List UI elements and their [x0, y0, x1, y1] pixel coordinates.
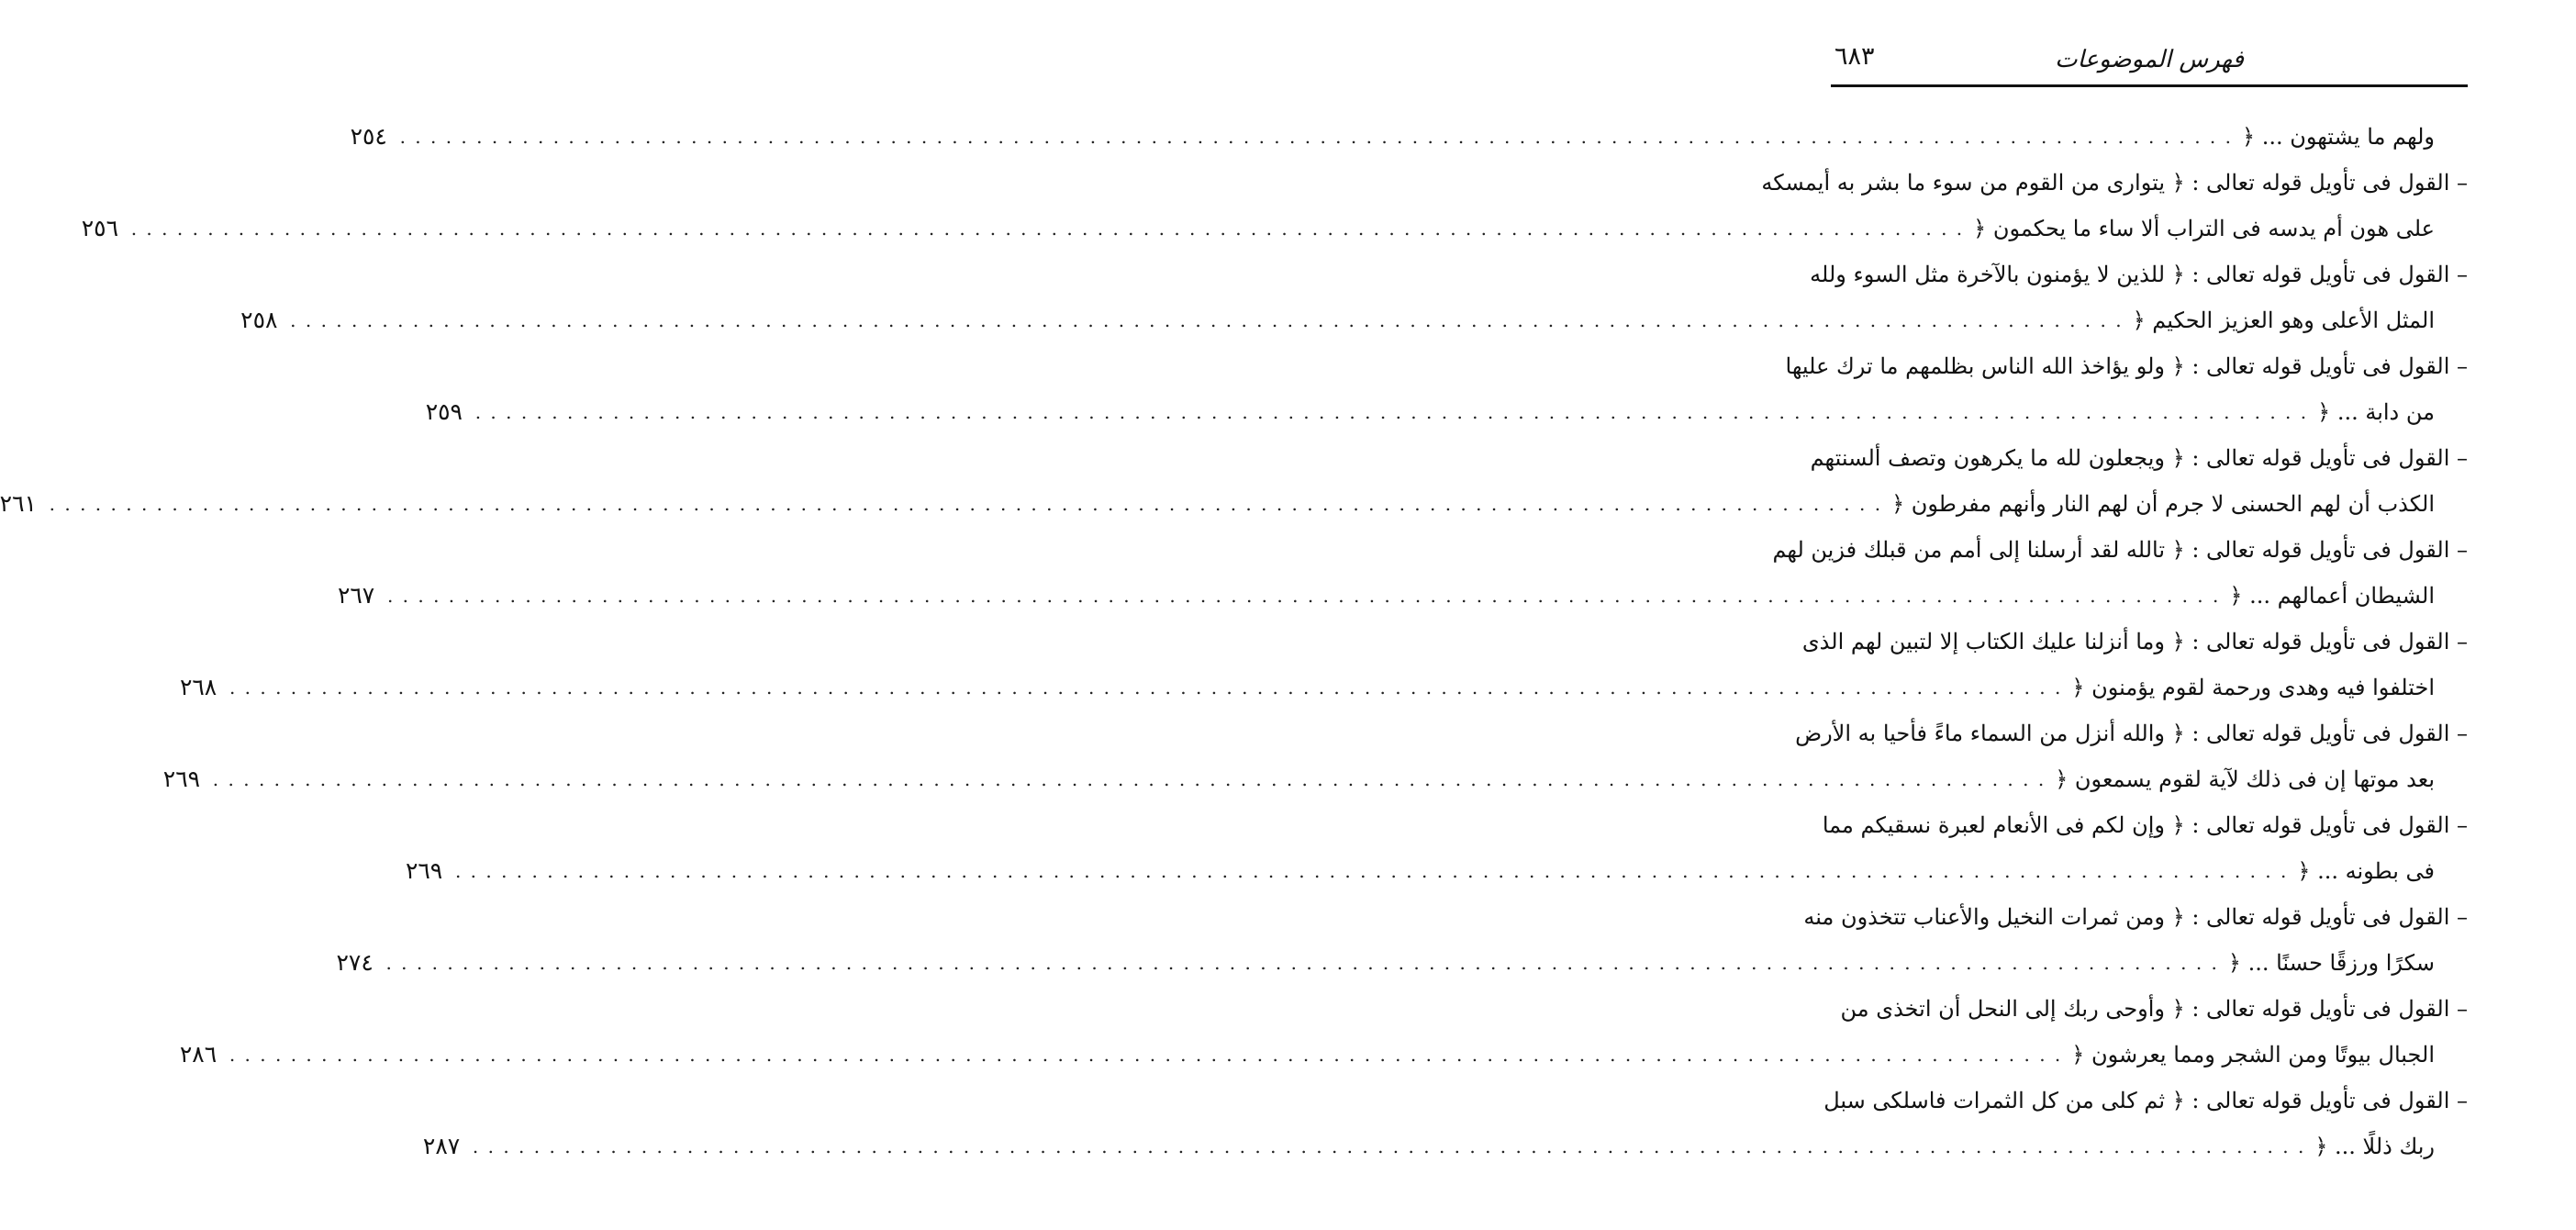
toc-entry-text: – القول فى تأويل قوله تعالى : ﴿ تالله لقد أرسلنا إلى أمم من قبلك فزين لهم: [1772, 537, 2468, 563]
dot-leader: . . . . . . . . . . . . . . . . . . . . . . . . . . . . . . . . . . . . . . . . . . . . . . . . . . . . . . . . . . . . . . . . . . . . . . . . . . . . . . . . . . . . . . . . . . . . . . . . . . . . . . . . . . . . . . . . . . . . . . . .: [385, 952, 2219, 974]
toc-entry: [425, 343, 2468, 435]
toc-entry-text: – القول فى تأويل قوله تعالى : ﴿ ويجعلون لله ما يكرهون وتصف ألسنتهم: [1810, 445, 2468, 471]
dot-leader: . . . . . . . . . . . . . . . . . . . . . . . . . . . . . . . . . . . . . . . . . . . . . . . . . . . . . . . . . . . . . . . . . . . . . . . . . . . . . . . . . . . . . . . . . . . . . . . . . . . . . . . . . . . . . . . . . . . . . . . .: [472, 1135, 2306, 1157]
toc-entry-text: الجبال بيوتًا ومن الشجر ومما يعرشون ﴿: [2071, 1042, 2435, 1068]
toc-entry-text: – القول فى تأويل قوله تعالى : ﴿ وما أنزلنا عليك الكتاب إلا لتبين لهم الذى: [1801, 629, 2468, 654]
toc-entry-text: – القول فى تأويل قوله تعالى : ﴿ ثم كلى من كل الثمرات فاسلكى سبل: [1823, 1088, 2468, 1113]
toc-entry-text: – القول فى تأويل قوله تعالى : ﴿ وإن لكم فى الأنعام لعبرة نسقيكم مما: [1822, 812, 2468, 838]
toc-page-number: ٢٨٦: [179, 1041, 217, 1068]
toc-entry: [337, 527, 2468, 619]
toc-page-number: ٢٦١: [0, 490, 37, 517]
toc-entry-heading-line: [1801, 619, 2468, 665]
toc-entry: [350, 114, 2468, 160]
toc-entry-text: فى بطونه ... ﴿: [2297, 858, 2435, 884]
toc-page-number: ٢٥٤: [350, 123, 387, 150]
toc-entry-text: الكذب أن لهم الحسنى لا جرم أن لهم النار وأنهم مفرطون ﴿: [1891, 491, 2435, 517]
toc-page-number: ٢٨٧: [422, 1133, 461, 1159]
running-title: فهرس الموضوعات: [2055, 46, 2244, 73]
toc-page-number: ٢٦٩: [162, 766, 201, 792]
toc-entry-heading-line: [1785, 343, 2468, 389]
toc-page-number: ٢٦٩: [405, 857, 443, 884]
toc-entry-continuation-line: [337, 573, 2468, 619]
toc-entry-continuation-line: [162, 756, 2468, 802]
toc-entry-heading-line: [1822, 802, 2468, 848]
toc-entry-text: من دابة ... ﴿: [2317, 399, 2435, 425]
toc-entry-continuation-line: [179, 665, 2468, 710]
toc-page-number: ٢٦٧: [337, 582, 375, 609]
toc-entry-text: ربك ذللًا ... ﴿: [2314, 1134, 2435, 1159]
dot-leader: . . . . . . . . . . . . . . . . . . . . . . . . . . . . . . . . . . . . . . . . . . . . . . . . . . . . . . . . . . . . . . . . . . . . . . . . . . . . . . . . . . . . . . . . . . . . . . . . . . . . . . . . . . . . . . . . . . . . . . . .: [454, 860, 2289, 882]
toc-entry-text: على هون أم يدسه فى التراب ألا ساء ما يحكمون ﴿: [1973, 216, 2435, 241]
toc-entry: [81, 160, 2468, 252]
toc-entry-text: بعد موتها إن فى ذلك لآية لقوم يسمعون ﴿: [2055, 766, 2435, 792]
toc-entry: [0, 435, 2468, 527]
toc-entry: [240, 252, 2468, 343]
toc-page-number: ٢٦٨: [179, 674, 217, 700]
dot-leader: . . . . . . . . . . . . . . . . . . . . . . . . . . . . . . . . . . . . . . . . . . . . . . . . . . . . . . . . . . . . . . . . . . . . . . . . . . . . . . . . . . . . . . . . . . . . . . . . . . . . . . . . . . . . . . . . . . . . . . . .: [229, 676, 2063, 699]
toc-entry: [179, 619, 2468, 710]
toc-entry-heading-line: [1803, 894, 2468, 940]
toc-entry-text: – القول فى تأويل قوله تعالى : ﴿ للذين لا يؤمنون بالآخرة مثل السوء ولله: [1810, 262, 2468, 287]
dot-leader: . . . . . . . . . . . . . . . . . . . . . . . . . . . . . . . . . . . . . . . . . . . . . . . . . . . . . . . . . . . . . . . . . . . . . . . . . . . . . . . . . . . . . . . . . . . . . . . . . . . . . . . . . . . . . . . . . . . . . . . .: [212, 768, 2046, 790]
toc-entry-continuation-line: [422, 1124, 2468, 1169]
toc-entry-continuation-line: [240, 297, 2468, 343]
toc-entry-continuation-line: [179, 1032, 2468, 1078]
dot-leader: . . . . . . . . . . . . . . . . . . . . . . . . . . . . . . . . . . . . . . . . . . . . . . . . . . . . . . . . . . . . . . . . . . . . . . . . . . . . . . . . . . . . . . . . . . . . . . . . . . . . . . . . . . . . . . . . . . . . . . . .: [49, 493, 1883, 515]
toc-entry-text: – القول فى تأويل قوله تعالى : ﴿ وأوحى ربك إلى النحل أن اتخذى من: [1840, 996, 2468, 1022]
dot-leader: . . . . . . . . . . . . . . . . . . . . . . . . . . . . . . . . . . . . . . . . . . . . . . . . . . . . . . . . . . . . . . . . . . . . . . . . . . . . . . . . . . . . . . . . . . . . . . . . . . . . . . . . . . . . . . . . . . . . . . . .: [130, 218, 1965, 240]
toc-entry-continuation-line: [0, 481, 2468, 527]
page-header: [1831, 35, 2468, 87]
toc-entry-heading-line: [350, 114, 2468, 160]
toc-entry-continuation-line: [336, 940, 2468, 986]
toc-entry: [405, 802, 2468, 894]
dot-leader: . . . . . . . . . . . . . . . . . . . . . . . . . . . . . . . . . . . . . . . . . . . . . . . . . . . . . . . . . . . . . . . . . . . . . . . . . . . . . . . . . . . . . . . . . . . . . . . . . . . . . . . . . . . . . . . . . . . . . . . .: [386, 585, 2221, 607]
toc-entry-text: اختلفوا فيه وهدى ورحمة لقوم يؤمنون ﴿: [2071, 675, 2435, 700]
toc-entry: [422, 1078, 2468, 1169]
dot-leader: . . . . . . . . . . . . . . . . . . . . . . . . . . . . . . . . . . . . . . . . . . . . . . . . . . . . . . . . . . . . . . . . . . . . . . . . . . . . . . . . . . . . . . . . . . . . . . . . . . . . . . . . . . . . . . . . . . . . . . . .: [290, 309, 2124, 331]
toc-entry: [179, 986, 2468, 1078]
toc-entry: [336, 894, 2468, 986]
dot-leader: . . . . . . . . . . . . . . . . . . . . . . . . . . . . . . . . . . . . . . . . . . . . . . . . . . . . . . . . . . . . . . . . . . . . . . . . . . . . . . . . . . . . . . . . . . . . . . . . . . . . . . . . . . . . . . . . . . . . . . . .: [474, 401, 2309, 423]
toc-entry-text: سكرًا ورزقًا حسنًا ... ﴿: [2227, 950, 2435, 976]
toc-entry-heading-line: [1810, 252, 2468, 297]
page-number: ٦٨٣: [1834, 42, 1875, 71]
toc-entry-heading-line: [1795, 710, 2468, 756]
toc-entry-continuation-line: [425, 389, 2468, 435]
dot-leader: . . . . . . . . . . . . . . . . . . . . . . . . . . . . . . . . . . . . . . . . . . . . . . . . . . . . . . . . . . . . . . . . . . . . . . . . . . . . . . . . . . . . . . . . . . . . . . . . . . . . . . . . . . . . . . . . . . . . . . . .: [229, 1044, 2063, 1066]
toc-page-number: ٢٧٤: [336, 949, 374, 976]
toc-entry-text: – القول فى تأويل قوله تعالى : ﴿ والله أنزل من السماء ماءً فأحيا به الأرض: [1795, 721, 2468, 746]
toc-entry-text: ولهم ما يشتهون ... ﴿: [2242, 124, 2435, 150]
toc-entry-text: – القول فى تأويل قوله تعالى : ﴿ ومن ثمرات النخيل والأعناب تتخذون منه: [1803, 904, 2468, 930]
toc-entry-continuation-line: [81, 206, 2468, 252]
toc-entry: [162, 710, 2468, 802]
toc-entry-text: – القول فى تأويل قوله تعالى : ﴿ ولو يؤاخذ الله الناس بظلمهم ما ترك عليها: [1785, 353, 2468, 379]
toc-entry-heading-line: [1772, 527, 2468, 573]
toc-entry-heading-line: [1831, 986, 2468, 1032]
toc-entry-text: الشيطان أعمالهم ... ﴿: [2229, 583, 2435, 609]
dot-leader: . . . . . . . . . . . . . . . . . . . . . . . . . . . . . . . . . . . . . . . . . . . . . . . . . . . . . . . . . . . . . . . . . . . . . . . . . . . . . . . . . . . . . . . . . . . . . . . . . . . . . . . . . . . . . . . . . . . . . . . .: [399, 126, 2233, 148]
table-of-contents: [0, 114, 2468, 1169]
toc-entry-continuation-line: [405, 848, 2468, 894]
toc-entry-heading-line: [1823, 1078, 2468, 1124]
toc-page-number: ٢٥٨: [240, 307, 278, 333]
toc-entry-text: المثل الأعلى وهو العزيز الحكيم ﴿: [2132, 308, 2435, 333]
toc-page-number: ٢٥٩: [425, 398, 463, 425]
toc-entry-heading-line: [1761, 160, 2468, 206]
toc-entry-heading-line: [1810, 435, 2468, 481]
toc-page-number: ٢٥٦: [81, 215, 119, 241]
toc-entry-text: – القول فى تأويل قوله تعالى : ﴿ يتوارى من القوم من سوء ما بشر به أيمسكه: [1761, 170, 2468, 196]
